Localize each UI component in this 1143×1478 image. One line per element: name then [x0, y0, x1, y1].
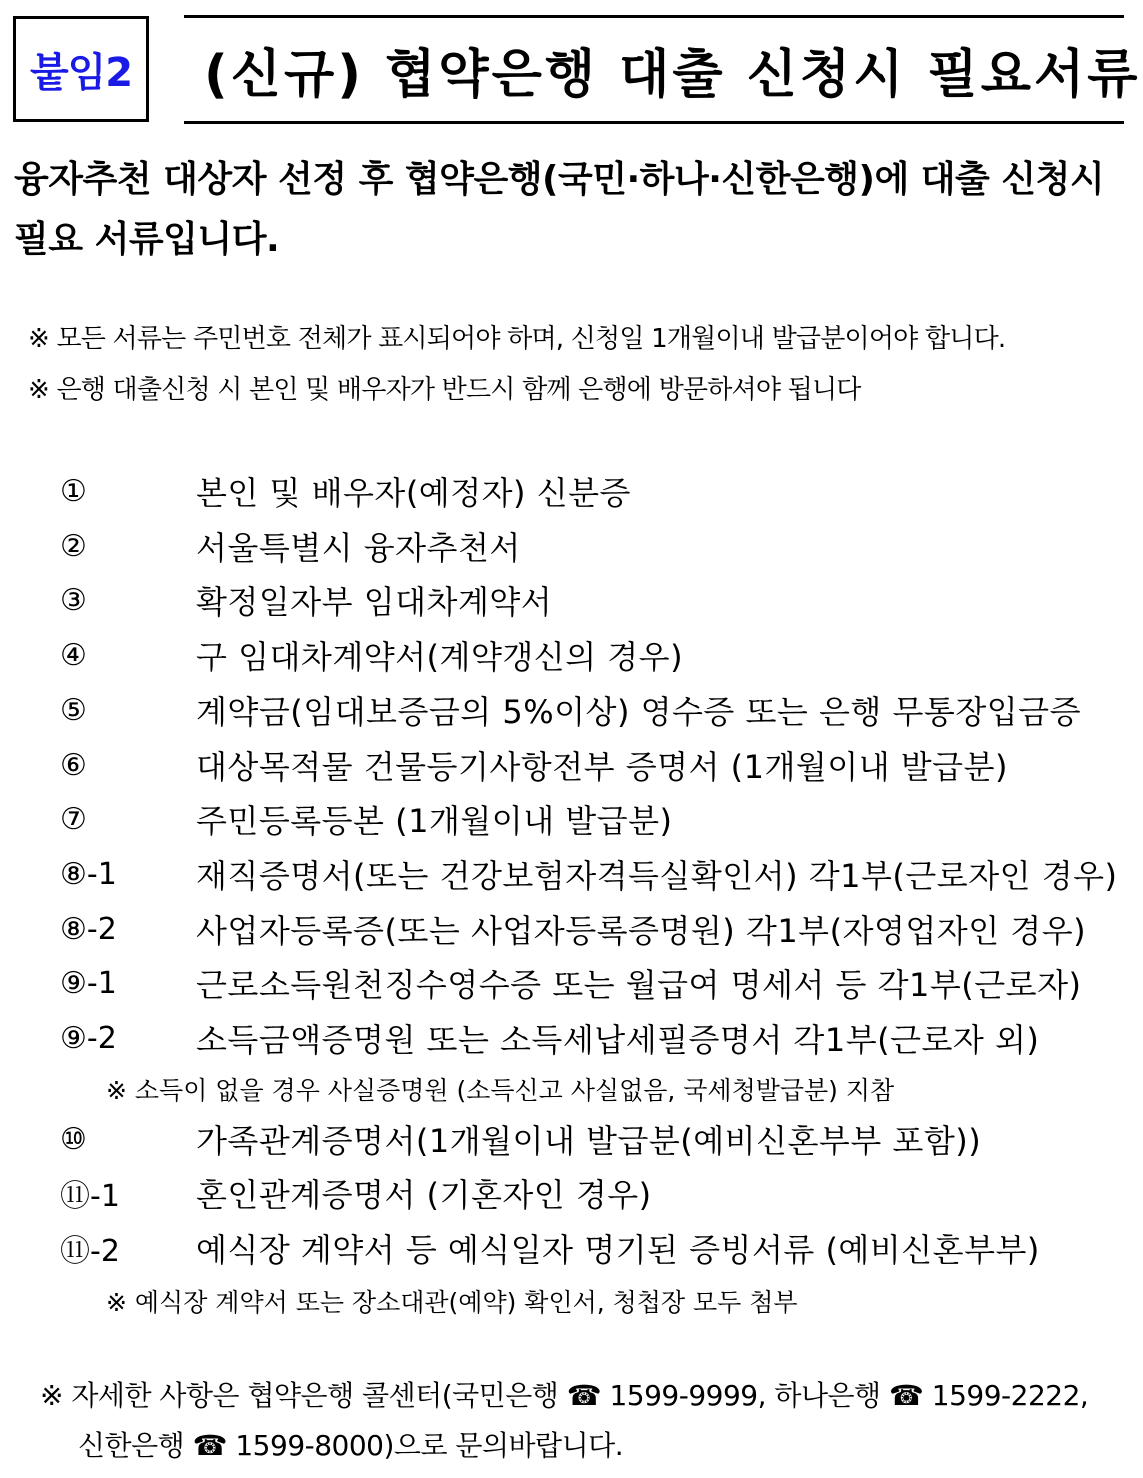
- item-text: 확정일자부 임대차계약서: [196, 583, 553, 621]
- note-visit-together: ※ 은행 대출신청 시 본인 및 배우자가 반드시 함께 은행에 방문하셔야 됩니다: [28, 375, 861, 405]
- item-number: ⑧-1: [60, 856, 117, 892]
- lead-paragraph: 융자추천 대상자 선정 후 협약은행(국민·하나·신한은행)에 대출 신청시 필요 서류입니다.: [14, 159, 1105, 260]
- item-text: 주민등록등본 (1개월이내 발급분): [196, 802, 673, 840]
- item-text: 본인 및 배우자(예정자) 신분증: [196, 474, 631, 512]
- item-text: 서울특별시 융자추천서: [196, 529, 521, 567]
- item-number: ⑧-2: [60, 911, 117, 947]
- item-text: 사업자등록증(또는 사업자등록증명원) 각1부(자영업자인 경우): [196, 912, 1087, 950]
- item-number: ⑥: [60, 747, 87, 783]
- item-number: ③: [60, 582, 87, 618]
- page-title: (신규) 협약은행 대출 신청시 필요서류: [204, 45, 1141, 105]
- list-item: [60, 1112, 981, 1166]
- item-number: ⑤: [60, 692, 87, 728]
- item-text: 계약금(임대보증금의 5%이상) 영수증 또는 은행 무통장입금증: [196, 693, 1081, 731]
- item-text: 근로소득원천징수영수증 또는 월급여 명세서 등 각1부(근로자): [196, 966, 1082, 1004]
- list-item: [60, 956, 1082, 1010]
- item-text: 가족관계증명서(1개월이내 발급분(예비신혼부부 포함)): [196, 1122, 982, 1160]
- item-number: ⑨-1: [60, 965, 117, 1001]
- item-number: ②: [60, 528, 87, 564]
- item-number: ⑩: [60, 1121, 87, 1157]
- title-bar: [184, 15, 1141, 124]
- item-text: 혼인관계증명서 (기혼자인 경우): [196, 1176, 652, 1214]
- item-text: 구 임대차계약서(계약갱신의 경우): [196, 638, 684, 676]
- list-item: [60, 847, 1118, 901]
- item-number: ⑦: [60, 801, 87, 837]
- list-item: [60, 902, 1086, 956]
- footer-contact-line1: ※ 자세한 사항은 협약은행 콜센터(국민은행 ☎ 1599-9999, 하나은행 ☎ 1599-2222,: [40, 1379, 1089, 1412]
- note-resident-number: ※ 모든 서류는 주민번호 전체가 표시되어야 하며, 신청일 1개월이내 발급분이어야 합니다.: [28, 324, 1006, 354]
- item-number: ⑪-2: [60, 1234, 120, 1269]
- list-item: [60, 628, 683, 682]
- item-text: 소득금액증명원 또는 소득세납세필증명서 각1부(근로자 외): [196, 1021, 1040, 1059]
- list-item: [60, 738, 1008, 792]
- note-wedding-docs: ※ 예식장 계약서 또는 장소대관(예약) 확인서, 청첩장 모두 첨부: [106, 1288, 798, 1317]
- list-item: [60, 519, 521, 573]
- item-text: 대상목적물 건물등기사항전부 증명서 (1개월이내 발급분): [196, 748, 1008, 786]
- item-number: ①: [60, 473, 87, 509]
- attachment-badge: 붙임2: [13, 16, 149, 122]
- item-number: ⑪-1: [60, 1179, 120, 1214]
- item-number: ④: [60, 637, 87, 673]
- item-text: 재직증명서(또는 건강보험자격득실확인서) 각1부(근로자인 경우): [196, 857, 1118, 895]
- note-no-income: ※ 소득이 없을 경우 사실증명원 (소득신고 사실없음, 국세청발급분) 지참: [106, 1076, 895, 1105]
- list-item: [60, 1166, 652, 1220]
- list-item: [60, 573, 552, 627]
- list-item: [60, 464, 631, 518]
- list-item: [60, 792, 673, 846]
- item-text: 예식장 계약서 등 예식일자 명기된 증빙서류 (예비신혼부부): [196, 1231, 1040, 1269]
- item-number: ⑨-2: [60, 1020, 117, 1056]
- list-item: [60, 1221, 1040, 1275]
- list-item: [60, 683, 1081, 737]
- footer-contact-line2: 신한은행 ☎ 1599-8000)으로 문의바랍니다.: [78, 1429, 624, 1462]
- list-item: [60, 1011, 1039, 1065]
